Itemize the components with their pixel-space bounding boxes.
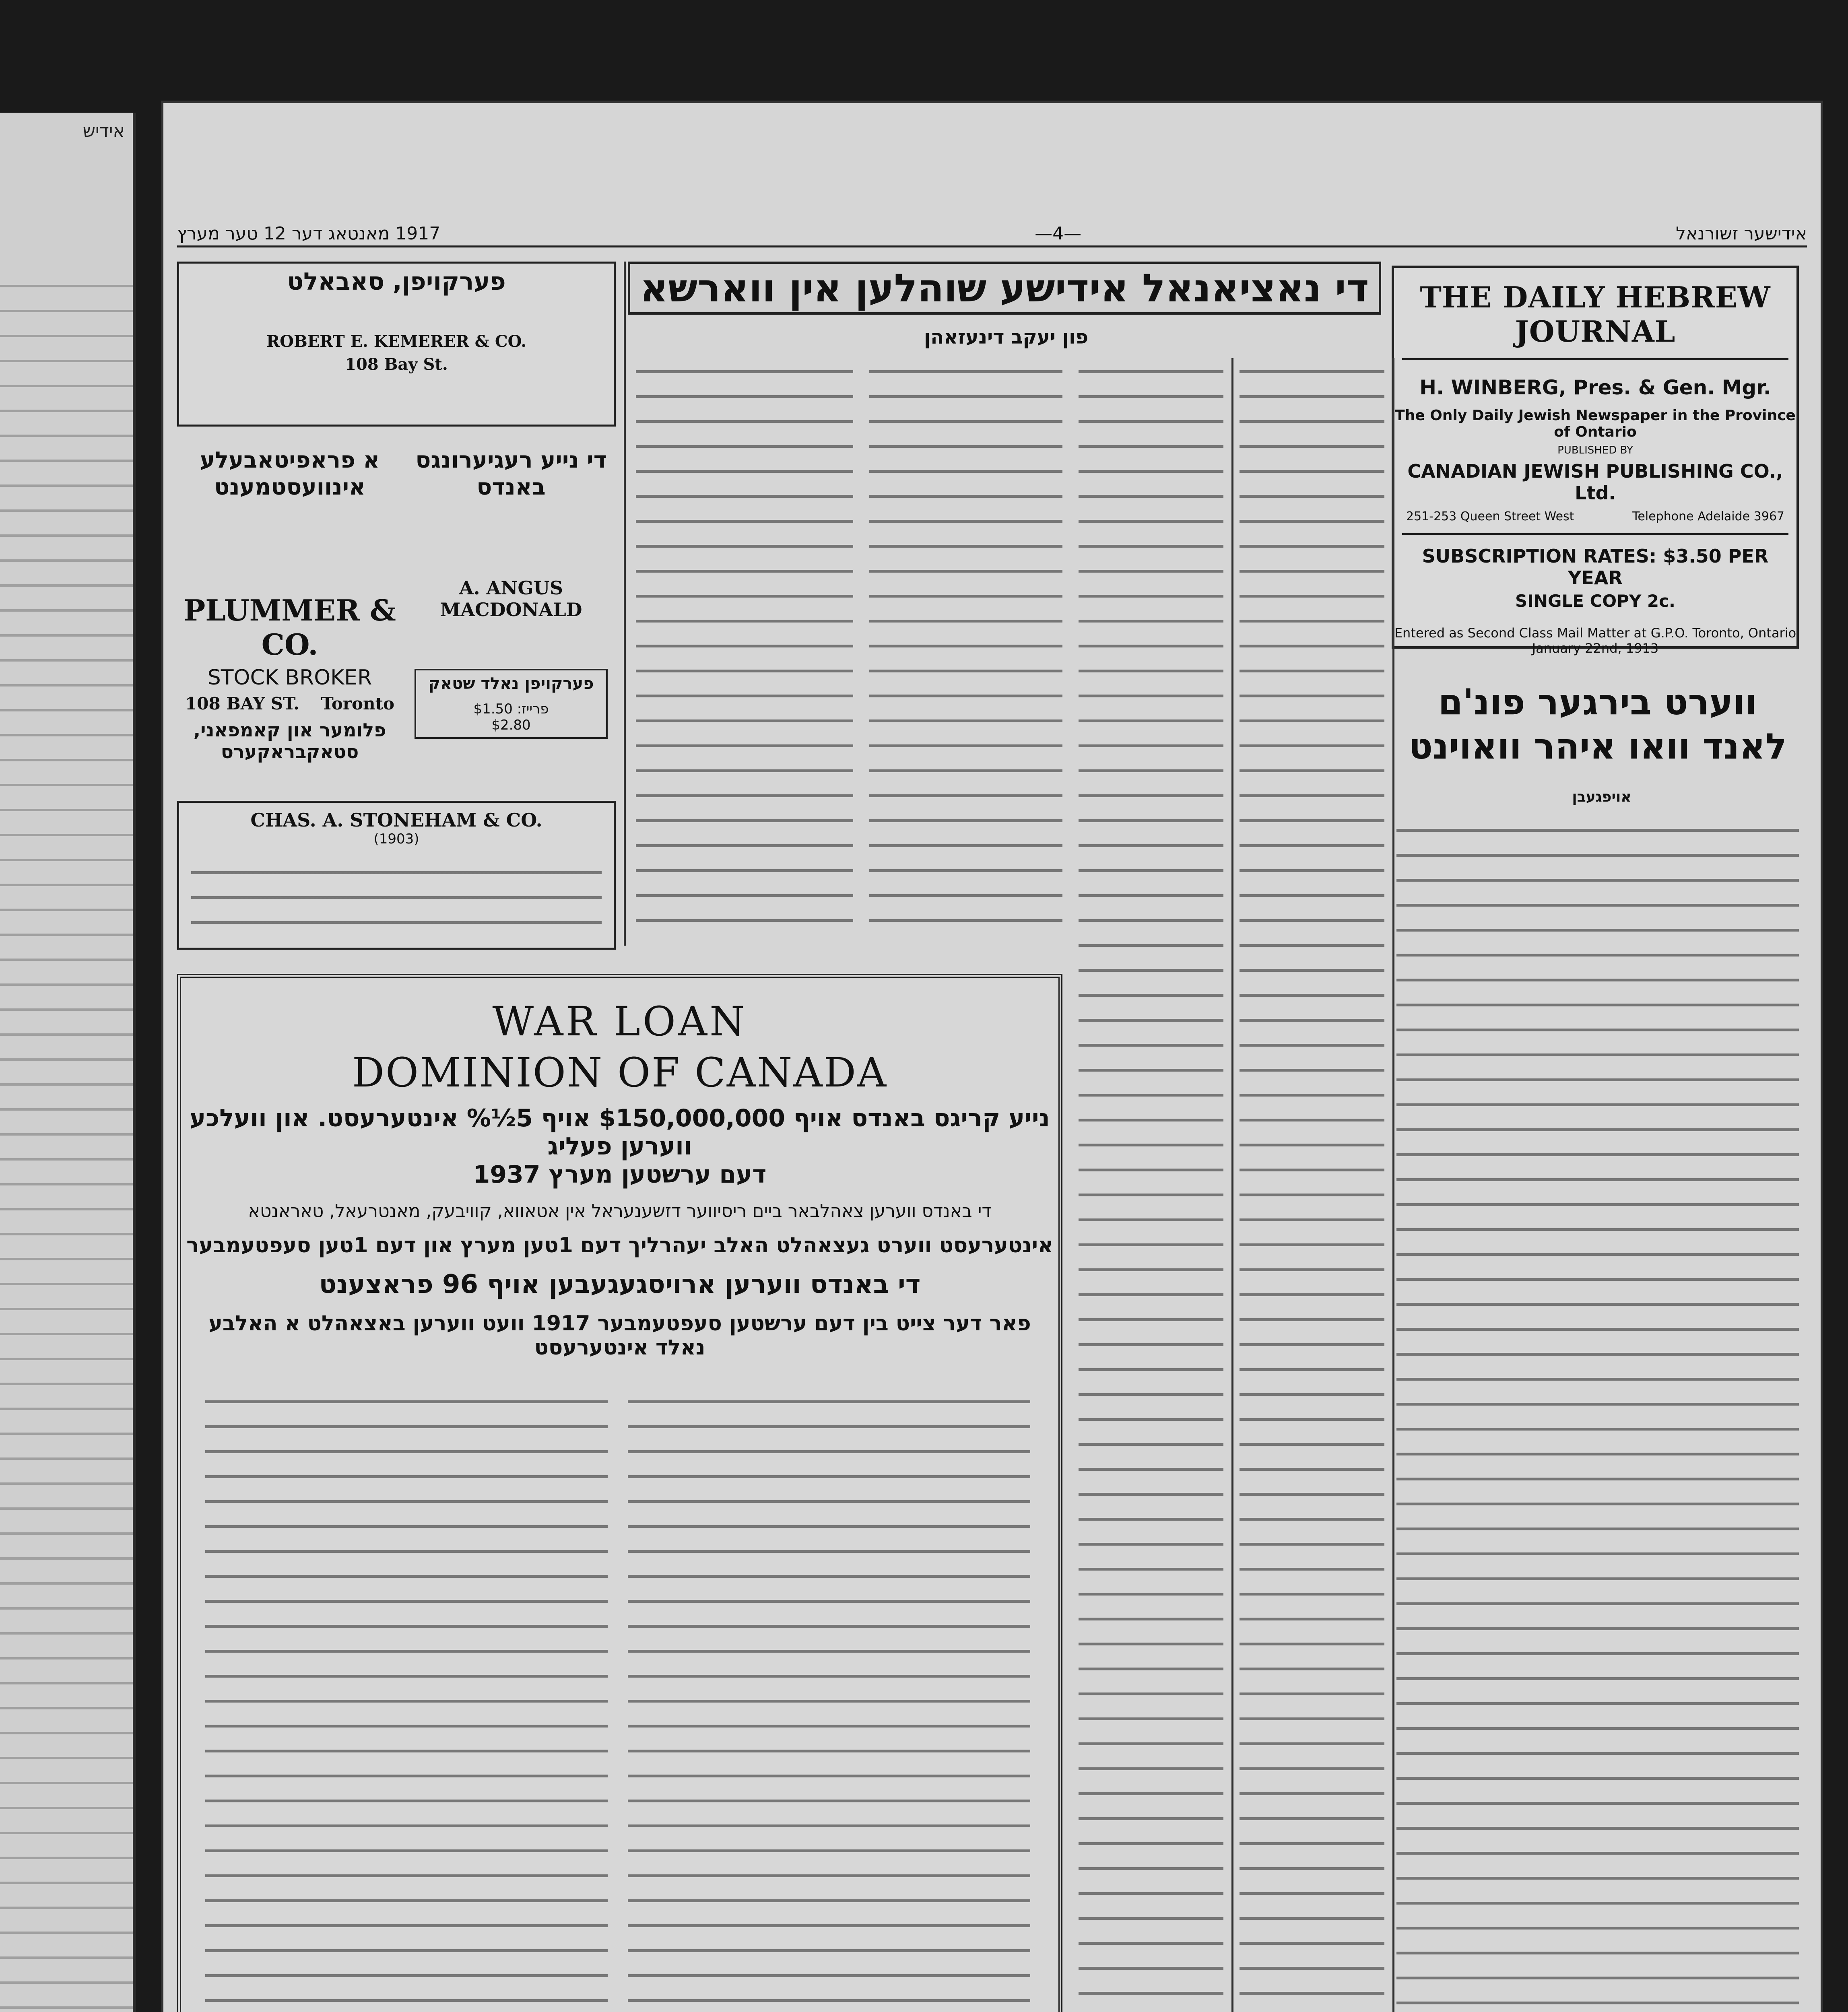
right-article-headline: ווערט בירגער פונ'ם לאנד וואו איהר וואוינט (1409, 681, 1787, 767)
war-loan-paragraph-4: פאר דער צייט בין דעם ערשטען סעפטעמבער 1917 וועט ווערען באצאהלט א האלבע נאלד אינטערעסט (208, 1311, 1031, 1360)
masthead-description: The Only Daily Jewish Newspaper in the Province of Ontario (1395, 407, 1796, 440)
ad-macdonald-sub: פערקויפן נאלד שטאק (428, 674, 594, 693)
ad-stoneham (177, 801, 616, 950)
header-page-number: —4— (1035, 223, 1082, 244)
ad-kemerer (177, 262, 616, 427)
article-byline: פון יעקב דינעזאהן (924, 326, 1089, 348)
ad-kemerer-name: ROBERT E. KEMERER & CO. (266, 332, 527, 351)
ad-macdonald-box (415, 669, 608, 739)
masthead-address: 251-253 Queen Street West (1406, 509, 1574, 524)
ad-macdonald-name: A. ANGUS MACDONALD (440, 577, 582, 621)
column-divider (624, 262, 626, 946)
ad-plummer-address-row (185, 694, 394, 713)
ad-macdonald-price-2: $2.80 (491, 717, 531, 734)
masthead-company: CANADIAN JEWISH PUBLISHING CO., Ltd. (1407, 460, 1783, 504)
article-column-2 (869, 358, 1062, 942)
ad-kemerer-address: 108 Bay St. (345, 355, 448, 374)
article-column-1 (1079, 358, 1223, 2012)
war-loan-paragraph-1: די באנדס ווערען צאהלבאר ביים ריסיווער דזשענעראל אין אטאווא, קוויבעק, מאנטרעאל, טאראנטא (248, 1201, 992, 1221)
masthead-rule (1402, 358, 1788, 360)
adjacent-page-header: אידיש (82, 121, 125, 141)
column-divider (1392, 358, 1394, 2012)
header-date: 1917 מאנטאג דער 12 טער מערץ (177, 223, 441, 244)
masthead-published-by: PUBLISHED BY (1557, 444, 1633, 456)
ad-plummer-heading: א פראפיטאבעלע אינוועסטמענט (200, 447, 380, 501)
war-loan-subtitle: DOMINION OF CANADA (352, 1049, 888, 1096)
ad-macdonald (410, 447, 612, 793)
main-headline: די נאציאנאל אידישע שוהלען אין ווארשא (628, 262, 1381, 315)
ad-stoneham-year: (1903) (373, 831, 419, 847)
ad-plummer-title: STOCK BROKER (207, 666, 372, 690)
newspaper-page (161, 101, 1823, 2012)
masthead-rule-2 (1402, 533, 1788, 535)
ad-kemerer-heading: פערקויפן, סאבאלט (287, 268, 506, 296)
ad-plummer-yiddish: פלומער און קאמפאני, סטאקבראקערס (193, 719, 386, 763)
article-column-4 (1240, 358, 1384, 2012)
war-loan-body-left (205, 1388, 608, 2012)
article-column-3 (636, 358, 853, 942)
adjacent-page-fragment (0, 113, 136, 2012)
ad-macdonald-heading: די נייע רעגיערונגס באנדס (415, 447, 607, 501)
header-paper-name: אידישער זשורנאל (1676, 223, 1807, 244)
war-loan-paragraph-3: די באנדס ווערען ארויסגעגעבען אויף 96 פראצענט (319, 1270, 921, 1299)
war-loan-announcement (177, 974, 1062, 2012)
war-loan-body-right (628, 1388, 1030, 2012)
adjacent-page-text (0, 274, 133, 2012)
single-copy-price: SINGLE COPY 2c. (1515, 591, 1675, 611)
war-loan-title: WAR LOAN (492, 998, 747, 1045)
right-article-subhead: אויפגעבן (1572, 789, 1631, 805)
masthead-publisher: H. WINBERG, Pres. & Gen. Mgr. (1419, 376, 1771, 399)
masthead-address-row (1406, 509, 1784, 524)
right-article-body (1396, 817, 1799, 2012)
war-loan-paragraph-2: אינטערעסט ווערט געצאהלט האלב יעהרליך דעם 1טען מערץ און דעם 1טען סעפטעמבער (186, 1233, 1053, 1258)
ad-plummer-name: PLUMMER & CO. (184, 593, 396, 662)
war-loan-yiddish-line-2: דעם ערשטען מערץ 1937 (473, 1161, 767, 1189)
ad-plummer (177, 447, 402, 793)
masthead-phone: Telephone Adelaide 3967 (1632, 509, 1784, 524)
ad-plummer-address: 108 BAY ST. (185, 694, 299, 714)
column-divider (1231, 358, 1233, 2012)
ad-plummer-city: Toronto (321, 694, 394, 714)
subscription-rates: SUBSCRIPTION RATES: $3.50 PER YEAR (1422, 545, 1769, 589)
masthead-title: THE DAILY HEBREW JOURNAL (1420, 280, 1771, 348)
masthead-box (1392, 266, 1799, 656)
war-loan-yiddish-line-1: נייע קריגס באנדס אויף $150,000,000 אויף 5½% אינטערעסט. און וועלכע ווערען פעליג (190, 1104, 1050, 1161)
mail-class-date: January 22nd, 1913 (1532, 641, 1659, 656)
ad-stoneham-text (191, 859, 602, 936)
ad-macdonald-price-1: פרייז: $1.50 (473, 701, 549, 717)
ad-stoneham-name: CHAS. A. STONEHAM & CO. (250, 809, 542, 831)
mail-class-notice: Entered as Second Class Mail Matter at G.P.O. Toronto, Ontario (1394, 625, 1796, 641)
page-header-strip (177, 221, 1807, 247)
